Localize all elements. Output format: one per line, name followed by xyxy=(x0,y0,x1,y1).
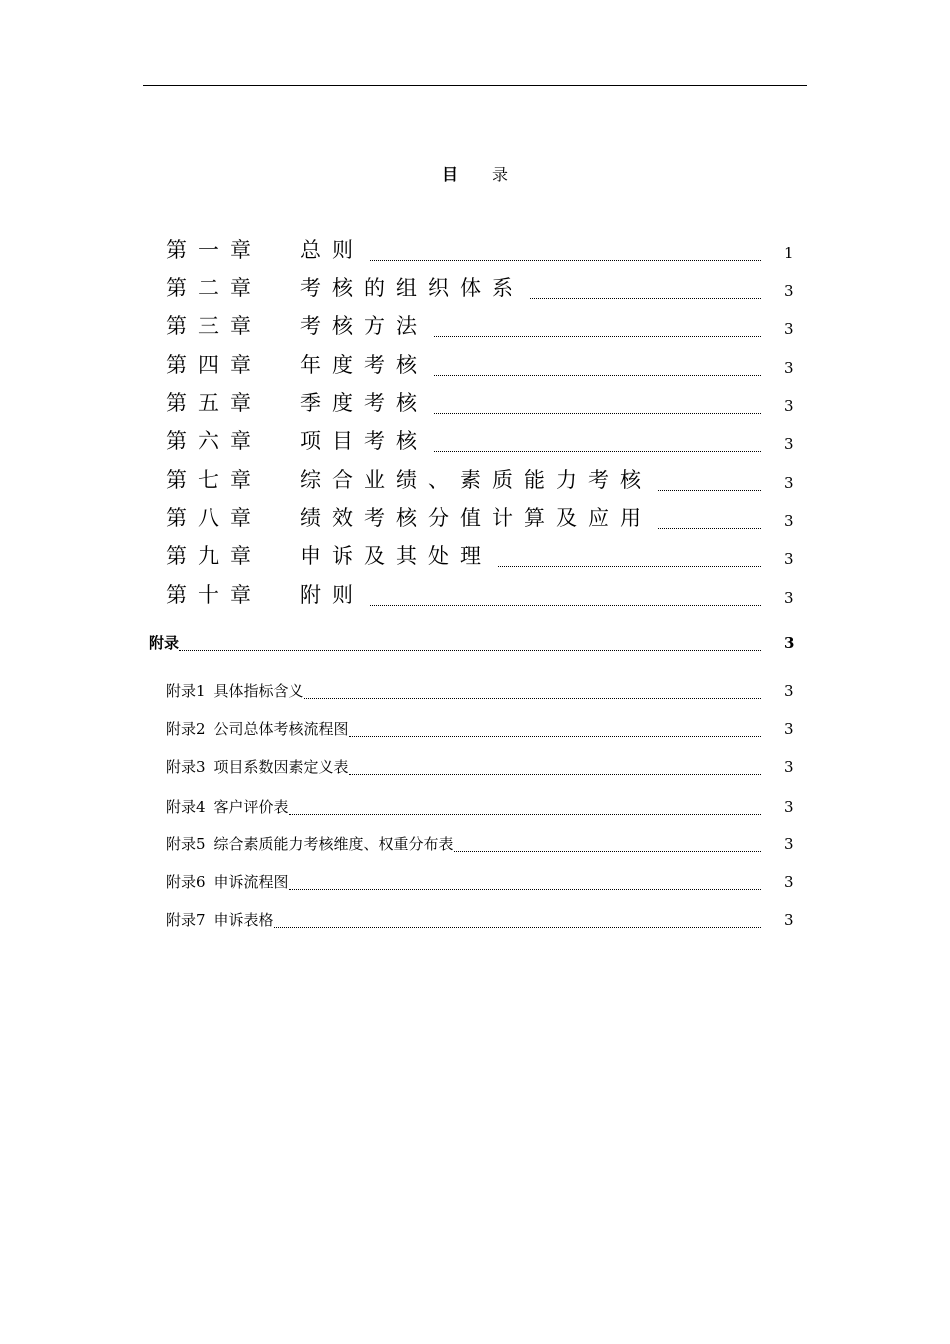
chapter-number: 第一章 xyxy=(166,238,262,262)
appendix-title: 综合素质能力考核维度、权重分布表 xyxy=(213,835,454,853)
appendix-title: 公司总体考核流程图 xyxy=(213,720,349,738)
chapter-title: 季度考核 xyxy=(300,391,428,415)
appendix-number: 附录1 xyxy=(166,682,206,700)
chapter-number: 第十章 xyxy=(166,583,262,607)
page-number: 3 xyxy=(784,397,794,415)
chapter-title: 考核方法 xyxy=(300,314,428,338)
chapter-number: 第四章 xyxy=(166,353,262,377)
dot-leader xyxy=(289,813,761,815)
chapter-number: 第八章 xyxy=(166,506,262,530)
page-number: 3 xyxy=(784,911,794,929)
dot-leader xyxy=(658,527,761,529)
dot-leader xyxy=(434,335,761,337)
toc-entry-appendix-5[interactable] xyxy=(166,832,794,856)
chapter-number: 第九章 xyxy=(166,544,262,568)
appendix-number: 附录5 xyxy=(166,835,206,853)
chapter-title: 附则 xyxy=(300,583,364,607)
page-number: 3 xyxy=(784,512,794,530)
toc-entry-chapter-3[interactable] xyxy=(166,311,794,341)
page-number: 3 xyxy=(784,474,794,492)
dot-leader xyxy=(434,374,761,376)
chapter-title: 年度考核 xyxy=(300,353,428,377)
page-number: 3 xyxy=(784,359,794,377)
page-number: 3 xyxy=(784,282,794,300)
dot-leader xyxy=(274,926,761,928)
toc-entry-appendix-7[interactable] xyxy=(166,908,794,932)
toc-entry-chapter-6[interactable] xyxy=(166,426,794,456)
toc-entry-chapter-9[interactable] xyxy=(166,541,794,571)
page-number: 3 xyxy=(784,873,794,891)
toc-entry-chapter-4[interactable] xyxy=(166,350,794,380)
page-number: 3 xyxy=(784,320,794,338)
toc-entry-appendix-6[interactable] xyxy=(166,870,794,894)
page-number: 3 xyxy=(784,634,795,652)
chapter-title: 考核的组织体系 xyxy=(300,276,524,300)
chapter-number: 第六章 xyxy=(166,429,262,453)
page-number: 3 xyxy=(784,758,794,776)
header-rule xyxy=(143,85,807,86)
chapter-title: 项目考核 xyxy=(300,429,428,453)
appendix-number: 附录4 xyxy=(166,798,206,816)
toc-entry-chapter-2[interactable] xyxy=(166,273,794,303)
page-number: 1 xyxy=(784,244,794,262)
chapter-number: 第二章 xyxy=(166,276,262,300)
appendix-title: 客户评价表 xyxy=(213,798,289,816)
page-number: 3 xyxy=(784,589,794,607)
page-number: 3 xyxy=(784,720,794,738)
dot-leader xyxy=(370,604,761,606)
chapter-number: 第七章 xyxy=(166,468,262,492)
appendix-number: 附录6 xyxy=(166,873,206,891)
chapter-title: 总则 xyxy=(300,238,364,262)
page-number: 3 xyxy=(784,550,794,568)
dot-leader xyxy=(349,735,761,737)
appendix-title: 申诉表格 xyxy=(213,911,274,929)
dot-leader xyxy=(370,259,761,261)
dot-leader xyxy=(658,489,761,491)
appendix-title: 具体指标含义 xyxy=(213,682,304,700)
toc-entry-appendix-4[interactable] xyxy=(166,795,794,819)
toc-entry-appendix-3[interactable] xyxy=(166,755,794,779)
chapter-title: 综合业绩、素质能力考核 xyxy=(300,468,652,492)
toc-entry-appendix-1[interactable] xyxy=(166,679,794,703)
page-number: 3 xyxy=(784,435,794,453)
toc-entry-appendix-2[interactable] xyxy=(166,717,794,741)
appendix-title: 项目系数因素定义表 xyxy=(213,758,349,776)
dot-leader xyxy=(454,850,761,852)
chapter-number: 第五章 xyxy=(166,391,262,415)
dot-leader xyxy=(289,888,761,890)
dot-leader xyxy=(349,773,761,775)
chapter-title: 申诉及其处理 xyxy=(300,544,492,568)
dot-leader xyxy=(530,297,761,299)
toc-title xyxy=(0,162,950,185)
toc-entry-chapter-8[interactable] xyxy=(166,503,794,533)
appendix-label: 附录 xyxy=(149,634,180,652)
dot-leader xyxy=(179,649,761,651)
dot-leader xyxy=(498,565,761,567)
appendix-number: 附录2 xyxy=(166,720,206,738)
toc-entry-chapter-5[interactable] xyxy=(166,388,794,418)
page-number: 3 xyxy=(784,798,794,816)
appendix-number: 附录3 xyxy=(166,758,206,776)
toc-entry-appendix[interactable] xyxy=(149,631,795,655)
dot-leader xyxy=(304,697,761,699)
chapter-number: 第三章 xyxy=(166,314,262,338)
toc-entry-chapter-10[interactable] xyxy=(166,580,794,610)
dot-leader xyxy=(434,412,761,414)
toc-entry-chapter-1[interactable] xyxy=(166,235,794,265)
chapter-title: 绩效考核分值计算及应用 xyxy=(300,506,652,530)
page-number: 3 xyxy=(784,682,794,700)
dot-leader xyxy=(434,450,761,452)
appendix-title: 申诉流程图 xyxy=(213,873,289,891)
toc-title-char-1: 目 xyxy=(441,165,458,184)
page-number: 3 xyxy=(784,835,794,853)
appendix-number: 附录7 xyxy=(166,911,206,929)
toc-entry-chapter-7[interactable] xyxy=(166,465,794,495)
toc-title-char-2: 录 xyxy=(492,165,509,184)
